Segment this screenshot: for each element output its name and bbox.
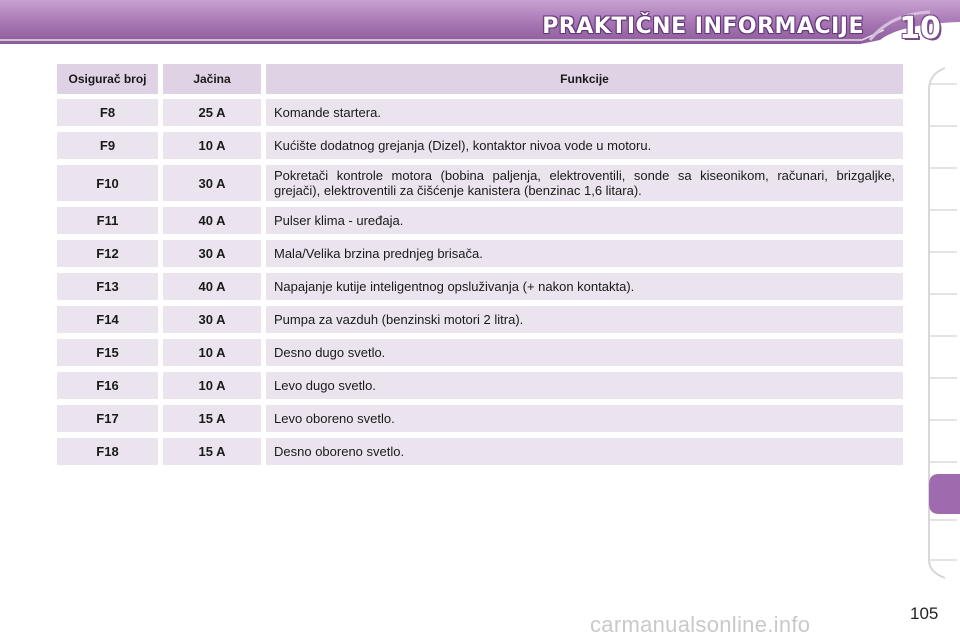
fuse-number-cell: F13 [57, 273, 158, 300]
column-header-fuse-number: Osigurač broj [57, 64, 158, 94]
fuse-table [57, 64, 903, 471]
watermark: carmanualsonline.info [590, 612, 811, 637]
rating-cell: 40 A [163, 273, 261, 300]
table-row [57, 132, 903, 159]
fuse-number-cell: F16 [57, 372, 158, 399]
fuse-number-cell: F11 [57, 207, 158, 234]
column-header-rating: Jačina [163, 64, 261, 94]
fuse-number-cell: F14 [57, 306, 158, 333]
chapter-number-badge: 10 [899, 10, 941, 46]
table-row [57, 207, 903, 234]
function-cell: Pulser klima - uređaja. [266, 207, 903, 234]
rating-cell: 10 A [163, 372, 261, 399]
chapter-side-tabs [925, 60, 960, 580]
chapter-header [0, 0, 960, 48]
rating-cell: 15 A [163, 438, 261, 465]
fuse-number-cell: F10 [57, 165, 158, 201]
page-number: 105 [910, 604, 939, 623]
rating-cell: 30 A [163, 165, 261, 201]
rating-cell: 10 A [163, 132, 261, 159]
function-cell: Levo dugo svetlo. [266, 372, 903, 399]
function-cell: Kućište dodatnog grejanja (Dizel), kontaktor nivoa vode u motoru. [266, 132, 903, 159]
function-cell: Napajanje kutije inteligentnog opsluživanja (+ nakon kontakta). [266, 273, 903, 300]
table-row [57, 339, 903, 366]
function-cell: Pumpa za vazduh (benzinski motori 2 litra). [266, 306, 903, 333]
table-row [57, 273, 903, 300]
rating-cell: 10 A [163, 339, 261, 366]
table-header-row [57, 64, 903, 94]
function-cell: Mala/Velika brzina prednjeg brisača. [266, 240, 903, 267]
function-cell: Levo oboreno svetlo. [266, 405, 903, 432]
column-header-functions: Funkcije [266, 64, 903, 94]
function-cell: Desno dugo svetlo. [266, 339, 903, 366]
side-tab-strip [925, 60, 960, 580]
rating-cell: 30 A [163, 306, 261, 333]
rating-cell: 30 A [163, 240, 261, 267]
function-cell: Desno oboreno svetlo. [266, 438, 903, 465]
table-row [57, 165, 903, 201]
fuse-number-cell: F8 [57, 99, 158, 126]
fuse-number-cell: F17 [57, 405, 158, 432]
fuse-number-cell: F18 [57, 438, 158, 465]
table-row [57, 405, 903, 432]
table-row [57, 240, 903, 267]
rating-cell: 25 A [163, 99, 261, 126]
page-title: PRAKTIČNE INFORMACIJE [542, 14, 864, 39]
function-cell: Komande startera. [266, 99, 903, 126]
table-row [57, 372, 903, 399]
table-row [57, 99, 903, 126]
table-row [57, 306, 903, 333]
fuse-number-cell: F12 [57, 240, 158, 267]
rating-cell: 40 A [163, 207, 261, 234]
fuse-number-cell: F9 [57, 132, 158, 159]
fuse-number-cell: F15 [57, 339, 158, 366]
rating-cell: 15 A [163, 405, 261, 432]
function-cell: Pokretači kontrole motora (bobina paljenja, elektroventili, sonde sa kiseonikom, računari, brizgaljke, grejači), elektroventili za čišćenje kanistera (benzinac 1,6 litara). [266, 165, 903, 201]
table-row [57, 438, 903, 465]
